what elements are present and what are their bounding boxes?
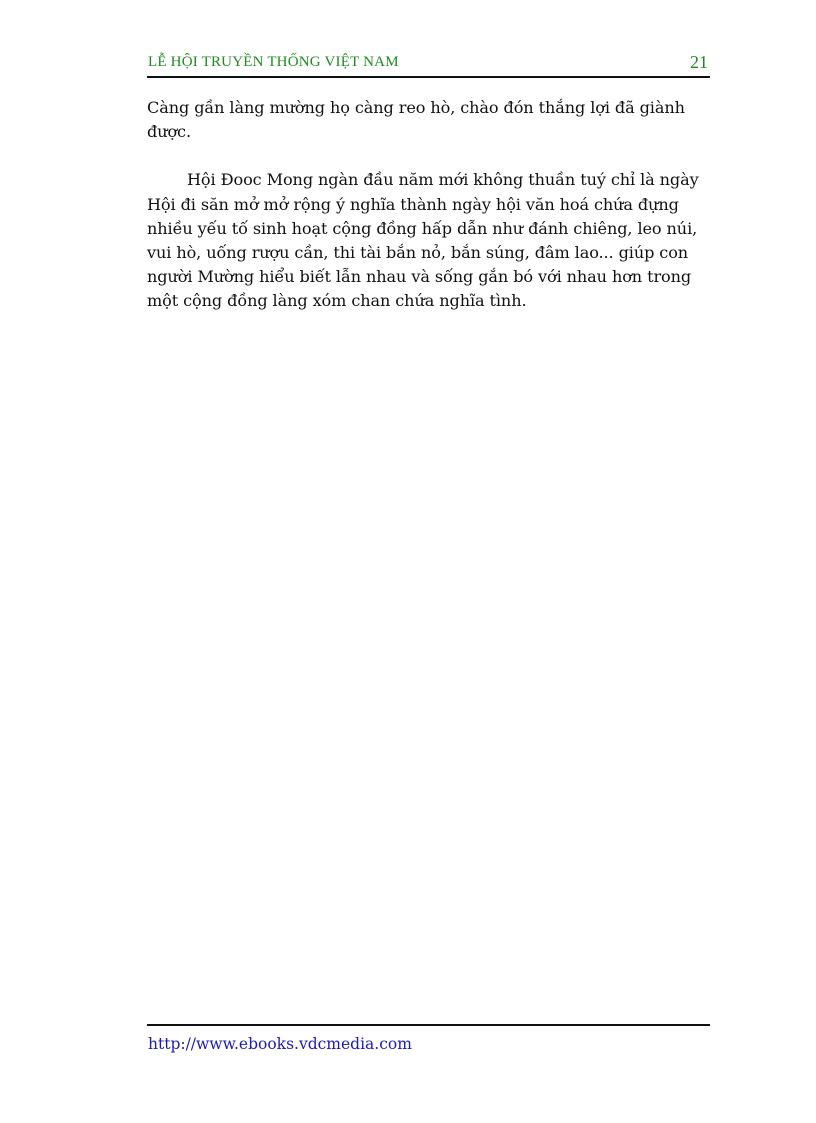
paragraph: Hội Đooc Mong ngàn đầu năm mới không thuần tuý chỉ là ngày Hội đi săn mở mở rộng ý nghĩa thành ngày hội văn hoá chứa đựng nhiều yếu tố sinh hoạt cộng đồng hấp dẫn như đánh chiêng, leo núi, vui hò, uống rượu cần, thi tài bắn nỏ, bắn súng, đâm lao... giúp con người Mường hiểu biết lẫn nhau và sống gắn bó với nhau hơn trong một cộng đồng làng xóm chan chứa nghĩa tình. <box>147 170 699 311</box>
page-header <box>147 52 710 78</box>
book-title: LỄ HỘI TRUYỀN THỐNG VIỆT NAM <box>148 54 399 70</box>
website-link[interactable]: http://www.ebooks.vdcmedia.com <box>148 1035 412 1053</box>
paragraph: Càng gần làng mường họ càng reo hò, chào đón thắng lợi đã giành được. <box>147 98 685 142</box>
page-number: 21 <box>690 52 708 72</box>
body-text <box>147 96 712 314</box>
page-footer <box>147 1024 710 1053</box>
